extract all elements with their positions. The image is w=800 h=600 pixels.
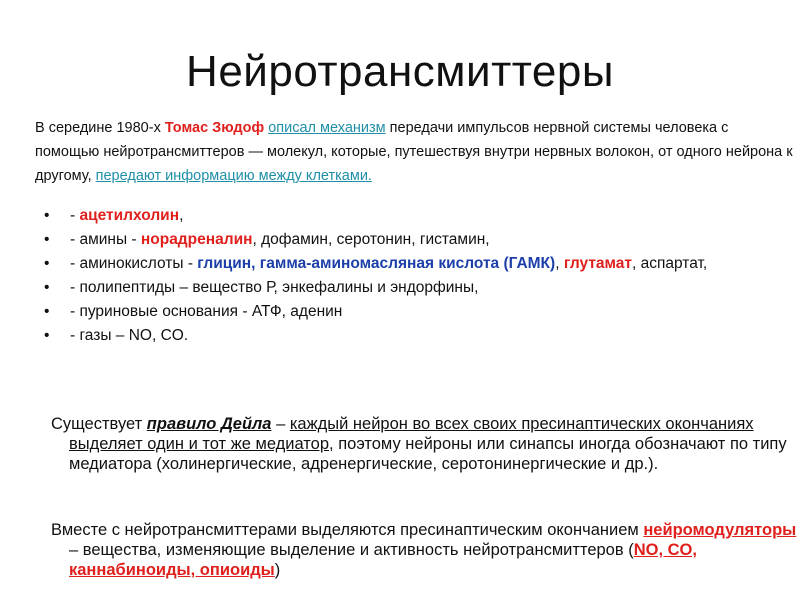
list-item-prefix: - амины -: [70, 231, 141, 248]
para2-text-1: Вместе с нейротрансмиттерами выделяются пресинаптическим окончанием: [51, 521, 644, 539]
neuromodulators-term: нейромодуляторы: [643, 521, 797, 539]
list-item-gases: • - газы – NO, CO.: [44, 324, 784, 347]
list-item-amino-acids: [44, 252, 784, 275]
list-item-rest: , аспартат,: [632, 255, 708, 272]
list-item-rest: , дофамин, серотонин, гистамин,: [252, 231, 490, 248]
list-item-rest: ,: [179, 207, 184, 224]
para2-text-3: ): [274, 561, 281, 579]
noradrenaline-term: норадреналин: [140, 231, 253, 248]
glutamate-term: глутамат: [563, 255, 633, 272]
dale-rule-statement: каждый нейрон во всех своих пресинаптических окончаниях выделяет один и тот же медиатор: [69, 415, 754, 453]
scientist-name: Томас Зюдоф: [164, 120, 265, 136]
neurotransmitter-list: [44, 204, 784, 348]
list-item-amines: [44, 228, 784, 251]
neuromodulators-paragraph: [51, 520, 799, 580]
neuromodulator-examples: NO, CO, каннабиноиды, опиоиды: [69, 541, 697, 579]
slide-title: Нейротрансмиттеры: [186, 47, 614, 96]
para1-text-1: Существует: [51, 415, 147, 433]
intro-paragraph: [35, 116, 795, 188]
acetylcholine-term: ацетилхолин: [79, 207, 180, 224]
list-item-polypeptides: • - полипептиды – вещество Р, энкефалины и эндорфины,: [44, 276, 784, 299]
glycine-gaba-term: глицин, гамма-аминомасляная кислота (ГАМК): [197, 255, 556, 272]
para1-text-2: –: [271, 415, 290, 433]
intro-text-1: В середине 1980-х: [35, 120, 165, 136]
dale-rule-paragraph: [51, 414, 799, 474]
dale-rule-term: правило Дейла: [146, 415, 272, 433]
transmit-information-link[interactable]: передают информацию между клетками.: [95, 168, 372, 184]
para1-text-3: , поэтому нейроны или синапсы иногда обозначают по типу медиатора (холинергические, адренергические, серотонинергические и др.).: [69, 435, 787, 473]
list-item-prefix: -: [70, 207, 80, 224]
para2-text-2: – вещества, изменяющие выделение и активность нейротрансмиттеров (: [69, 541, 634, 559]
described-mechanism-link[interactable]: описал механизм: [268, 120, 386, 136]
list-item-acetylcholine: [44, 204, 784, 227]
list-item-purines: • - пуриновые основания - АТФ, аденин: [44, 300, 784, 323]
list-item-prefix: - аминокислоты -: [70, 255, 198, 272]
list-item-sep: ,: [555, 255, 564, 272]
intro-text-3: передачи импульсов нервной системы человека с помощью нейротрансмиттеров — молекул, которые, путешествуя внутри нервных волокон, от одного нейрона к другому,: [35, 120, 793, 184]
